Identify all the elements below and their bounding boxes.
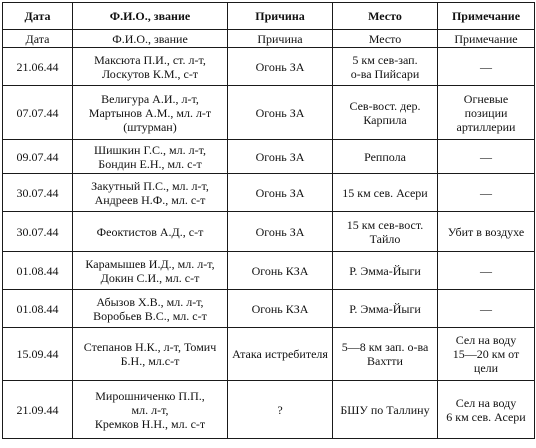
table-body [3, 48, 535, 439]
place-cell [333, 140, 438, 174]
name-cell-line: Шишкин Г.С., мл. л-т, [94, 142, 206, 157]
name-cell [73, 86, 228, 140]
place-cell-line: 5 км сев-зап. [352, 52, 418, 67]
name-cell-line: Кремков Н.Н., мл. с-т [94, 416, 206, 431]
table-row [3, 140, 535, 174]
name-cell [73, 212, 228, 252]
header-note: Примечание [438, 3, 535, 30]
subheader-date: Дата [3, 30, 73, 48]
note-cell-line: — [480, 263, 492, 278]
note-cell-line: Огневые [463, 91, 509, 106]
place-cell [333, 212, 438, 252]
name-cell-line: Закутный П.С., мл. л-т, [91, 178, 209, 193]
name-cell-line: Бондин Е.Н., мл. с-т [98, 156, 202, 171]
table-row [3, 48, 535, 86]
name-cell-line: Абызов Х.В., мл. л-т, [96, 294, 204, 309]
date-cell: 09.07.44 [3, 140, 73, 174]
place-cell-line: Сев-вост. дер. [349, 98, 421, 113]
table-row [3, 381, 535, 439]
note-cell [438, 328, 535, 381]
name-cell-line: Карамышев И.Д., мл. л-т, [85, 256, 215, 271]
reason-cell: Огонь ЗА [228, 140, 333, 174]
place-cell-line: 15 км сев-вост. [346, 217, 424, 232]
date-cell: 07.07.44 [3, 86, 73, 140]
table-row [3, 174, 535, 212]
header-place: Место [333, 3, 438, 30]
table-header-row [3, 3, 535, 30]
name-cell [73, 48, 228, 86]
note-cell-line: Сел на воду [455, 333, 517, 347]
place-cell [333, 381, 438, 439]
reason-cell: Огонь ЗА [228, 48, 333, 86]
reason-cell: ? [228, 381, 333, 439]
note-cell [438, 290, 535, 328]
name-cell [73, 140, 228, 174]
note-cell [438, 381, 535, 439]
place-cell [333, 174, 438, 212]
note-cell-line: — [480, 301, 492, 316]
table-row [3, 86, 535, 140]
table-row [3, 328, 535, 381]
reason-cell: Огонь КЗА [228, 290, 333, 328]
place-cell-line: Реппола [364, 149, 406, 164]
subheader-name: Ф.И.О., звание [73, 30, 228, 48]
name-cell-line: Велигура А.И., л-т, [101, 91, 199, 106]
place-cell [333, 48, 438, 86]
note-cell [438, 48, 535, 86]
name-cell-line: Феоктистов А.Д., с-т [96, 224, 204, 239]
subheader-reason: Причина [228, 30, 333, 48]
name-cell-line: Воробьев В.С., мл. с-т [93, 308, 207, 323]
place-cell-line: Р. Эмма-Йыги [349, 301, 421, 316]
subheader-note: Примечание [438, 30, 535, 48]
name-cell-line: Степанов Н.К., л-т, Томич [83, 340, 217, 354]
reason-cell: Атака истребителя [228, 328, 333, 381]
date-cell: 01.08.44 [3, 252, 73, 290]
note-cell [438, 86, 535, 140]
name-cell [73, 252, 228, 290]
name-cell [73, 381, 228, 439]
place-cell-line: Карпила [363, 112, 407, 127]
note-cell-line: 15—20 км от [452, 347, 520, 361]
note-cell [438, 252, 535, 290]
name-cell [73, 174, 228, 212]
note-cell-line: — [480, 185, 492, 200]
place-cell-line: 5—8 км зап. о-ва [341, 340, 429, 354]
name-cell-line: Андреев Н.Ф., мл. с-т [94, 192, 206, 207]
name-cell-line: Б.Н., мл.с-т [120, 354, 180, 368]
name-cell-line: Мартынов А.М., мл. л-т [88, 105, 212, 120]
losses-table [2, 2, 535, 439]
note-cell-line: 6 км сев. Асери [446, 409, 526, 424]
name-cell-line: мл. л-т, [131, 402, 169, 417]
date-cell: 30.07.44 [3, 174, 73, 212]
place-cell-line: Вахтти [367, 354, 403, 368]
date-cell: 30.07.44 [3, 212, 73, 252]
date-cell: 01.08.44 [3, 290, 73, 328]
name-cell-line: Максюта П.И., ст. л-т, [94, 52, 206, 67]
note-cell [438, 140, 535, 174]
note-cell [438, 212, 535, 252]
name-cell-line: Мирошниченко П.П., [95, 388, 205, 403]
note-cell-line: Сел на воду [455, 395, 517, 410]
subheader-place: Место [333, 30, 438, 48]
note-cell-line: позиции [464, 105, 508, 120]
note-cell [438, 174, 535, 212]
reason-cell: Огонь ЗА [228, 86, 333, 140]
header-date: Дата [3, 3, 73, 30]
name-cell [73, 328, 228, 381]
name-cell-line: Лоскутов К.М., с-т [101, 66, 199, 81]
note-cell-line: Убит в воздухе [447, 224, 525, 239]
table-row [3, 212, 535, 252]
note-cell-line: артиллерии [456, 119, 516, 134]
table-row [3, 290, 535, 328]
place-cell [333, 290, 438, 328]
note-cell-line: — [480, 59, 492, 74]
name-cell-line: (штурман) [123, 119, 177, 134]
date-cell: 21.09.44 [3, 381, 73, 439]
place-cell-line: БШУ по Таллину [340, 402, 430, 417]
place-cell-line: о-ва Пийсари [350, 66, 420, 81]
place-cell [333, 252, 438, 290]
name-cell [73, 290, 228, 328]
note-cell-line: цели [473, 361, 499, 375]
place-cell [333, 328, 438, 381]
header-name: Ф.И.О., звание [73, 3, 228, 30]
reason-cell: Огонь ЗА [228, 174, 333, 212]
table-row [3, 252, 535, 290]
header-reason: Причина [228, 3, 333, 30]
note-cell-line: — [480, 149, 492, 164]
place-cell [333, 86, 438, 140]
table-subheader-row [3, 30, 535, 48]
date-cell: 21.06.44 [3, 48, 73, 86]
place-cell-line: Р. Эмма-Йыги [349, 263, 421, 278]
place-cell-line: Тайло [369, 231, 401, 246]
reason-cell: Огонь КЗА [228, 252, 333, 290]
name-cell-line: Докин С.И., мл. с-т [100, 270, 200, 285]
reason-cell: Огонь ЗА [228, 212, 333, 252]
date-cell: 15.09.44 [3, 328, 73, 381]
place-cell-line: 15 км сев. Асери [342, 185, 428, 200]
